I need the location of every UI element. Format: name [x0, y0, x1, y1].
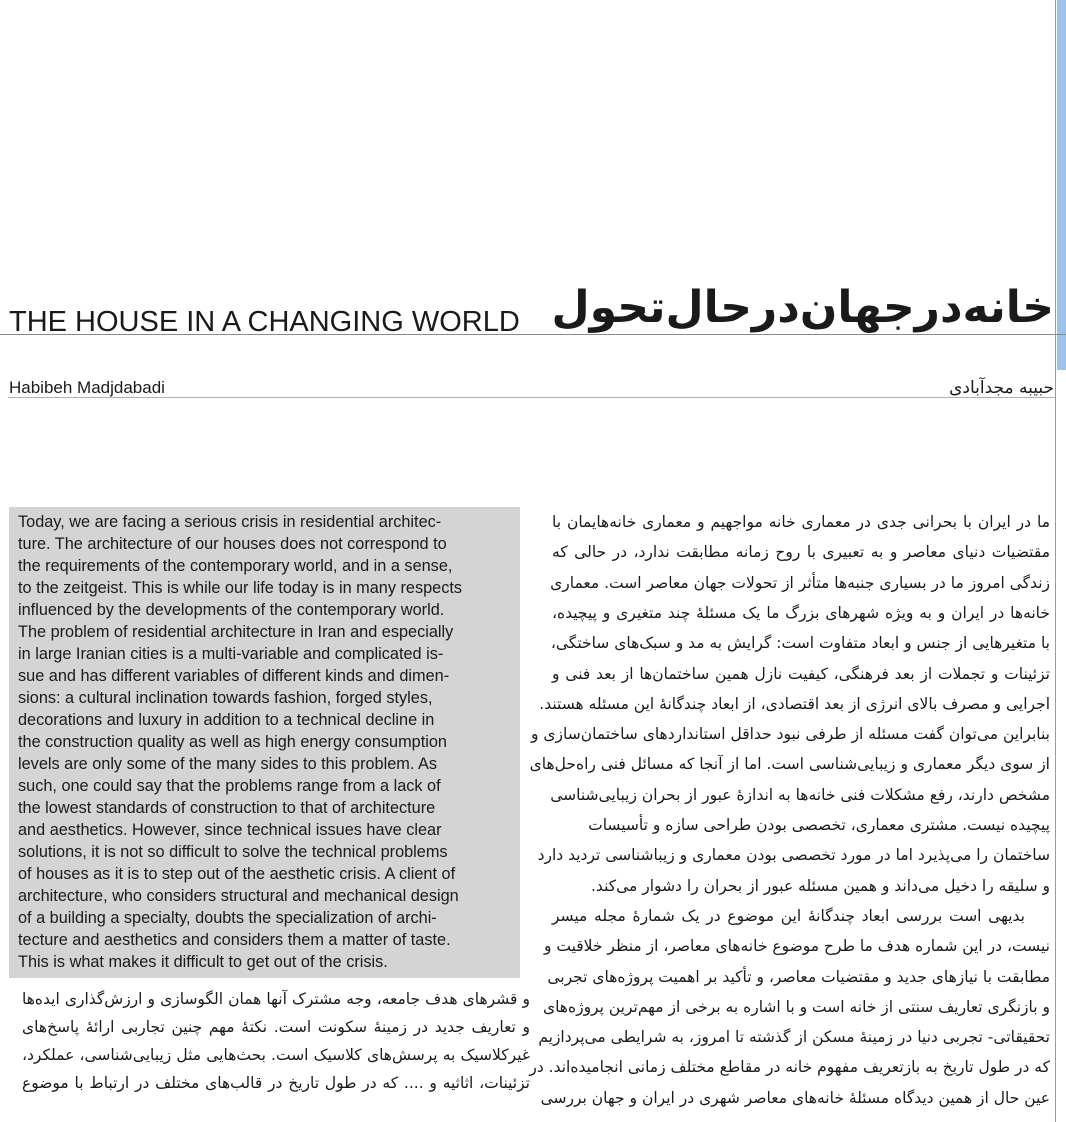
text-line: This is what makes it difficult to get out of the crisis.	[18, 953, 388, 971]
page-edge-accent	[1057, 0, 1066, 370]
text-line: architecture, who considers structural and mechanical design	[18, 887, 459, 905]
text-line: تزئینات، اثاثیه و .... که در طول تاریخ در قالب‌های مختلف در ارتباط با موضوع	[22, 1074, 530, 1092]
text-line: ما در ایران با بحرانی جدی در معماری خانه مواجهیم و معماری خانه‌هایمان با	[552, 513, 1050, 531]
text-line: the construction quality as well as high energy consumption	[18, 733, 447, 751]
text-line: تزئینات و تجملات از بعد فرهنگی، کیفیت نازل همین ساختمان‌ها از بعد فنی و	[552, 664, 1050, 683]
author-english: Habibeh Madjdabadi	[9, 378, 165, 397]
column-rule	[1055, 0, 1056, 1122]
text-line: sions: a cultural inclination towards fashion, forged styles,	[18, 689, 433, 707]
text-line: بنابراین می‌توان گفت مسئله از طرفی نبود حداقل استانداردهای ساختمان‌سازی و	[531, 725, 1050, 744]
text-line: of houses as it is to step out of the aesthetic crisis. A client of	[18, 865, 456, 883]
text-line: tecture and aesthetics and considers them a matter of taste.	[18, 931, 451, 949]
text-line: زندگی امروز ما در بسیاری جنبه‌ها متأثر از تحولات جهان معاصر است. معماری	[550, 573, 1050, 592]
text-line: of a building a specialty, doubts the specialization of archi-	[18, 909, 437, 927]
text-line: عین حال از همین دیدگاه مسئلهٔ خانه‌های معاصر شهری در ایران و جهان بررسی	[540, 1088, 1050, 1107]
text-line: که در طول تاریخ به بازتعریف مفهوم خانه در مقاطع مختلف زمانی انجامیده‌اند. در	[529, 1058, 1050, 1077]
text-line: solutions, it is not so difficult to solve the technical problems	[18, 843, 448, 861]
text-line: تحقیقاتی- تجربی دنیا در زمینهٔ مسکن از گذشته تا امروز، به شرایطی می‌پردازیم	[538, 1028, 1050, 1047]
text-line: Today, we are facing a serious crisis in residential architec-	[18, 513, 442, 531]
text-line: in large Iranian cities is a multi-variable and complicated is-	[18, 645, 444, 663]
text-line: خانه‌ها در ایران و به ویژه شهرهای بزرگ ما یک مسئلهٔ چند متغیری و پیچیده،	[552, 603, 1050, 622]
text-line: The problem of residential architecture in Iran and especially	[18, 623, 454, 641]
text-line: و بازنگری تعاریف سنتی از خانه است و با اشاره به برخی از مهم‌ترین پروژه‌های	[542, 997, 1050, 1016]
text-line: مطابقت با نیازهای جدید و مقتضیات معاصر، و تأکید بر اهمیت پروژه‌های تجربی	[547, 967, 1050, 986]
text-line: با متغیرهایی از جنس و ابعاد متفاوت است: گرایش به مد و سبک‌های ساختگی،	[550, 634, 1050, 653]
title-persian: خانه‌درجهان‌درحال‌تحول	[551, 282, 1054, 333]
text-line: ture. The architecture of our houses does not correspond to	[18, 535, 447, 553]
text-line: and aesthetics. However, since technical issues have clear	[18, 821, 442, 839]
text-line: levels are only some of the many sides to this problem. As	[18, 755, 437, 773]
text-line: نیست، در این شماره هدف ما طرح موضوع خانه‌های معاصر، از منظر خلاقیت و	[543, 937, 1050, 956]
title-english: THE HOUSE IN A CHANGING WORLD	[9, 306, 520, 338]
text-line: ساختمان را می‌پذیرد اما در مورد تخصصی بودن معماری و زیباشناسی تردید دارد	[537, 846, 1050, 865]
text-line: sue and has different variables of different kinds and dimen-	[18, 667, 450, 685]
text-line: مشخص دارند، رفع مشکلات فنی خانه‌ها به اندازهٔ عبور از بحران زیبایی‌شناسی	[550, 785, 1050, 804]
text-line: از سوی دیگر معماری و زیبایی‌شناسی است. اما از آنجا که مسائل فنی راه‌حل‌های	[529, 755, 1050, 774]
author-persian: حبیبه مجدآبادی	[949, 378, 1054, 398]
text-line: و سلیقه را دخیل می‌داند و همین مسئله عبور از بحران را دشوار می‌کند.	[591, 876, 1050, 895]
author-rule	[8, 397, 1055, 398]
text-line: the requirements of the contemporary world, and in a sense,	[18, 557, 453, 575]
text-line: the lowest standards of construction to that of architecture	[18, 799, 436, 817]
text-line: influenced by the developments of the contemporary world.	[18, 601, 445, 619]
text-line: such, one could say that the problems range from a lack of	[18, 777, 441, 795]
text-line: اجرایی و مصرف بالای انرژی از بعد اقتصادی، از ابعاد چندگانهٔ این مسئله هستند.	[539, 694, 1050, 713]
text-line: بدیهی است بررسی ابعاد چندگانهٔ این موضوع در یک شمارهٔ مجله میسر	[552, 906, 1025, 925]
text-line: و تعاریف جدید در زمینهٔ سکونت است. نکتهٔ مهم چنین تجاربی ارائهٔ پاسخ‌های	[22, 1018, 530, 1036]
text-line: مقتضیات دنیای معاصر و به تعبیری با روح زمانه مطابقت ندارد، در حالی که	[552, 543, 1050, 562]
text-line: to the zeitgeist. This is while our life today is in many respects	[18, 579, 463, 597]
english-abstract-box	[9, 507, 520, 978]
text-line: غیرکلاسیک به پرسش‌های کلاسیک است. بحث‌هایی مثل زیبایی‌شناسی، عملکرد،	[22, 1046, 530, 1064]
text-line: پیچیده نیست. مشتری معماری، تخصصی بودن طراحی سازه و تأسیسات	[588, 816, 1050, 834]
text-line: decorations and luxury in addition to a technical decline in	[18, 711, 435, 729]
text-line: و قشرهای هدف جامعه، وجه مشترک آنها همان الگوسازی و ارزش‌گذاری ایده‌ها	[22, 990, 530, 1008]
